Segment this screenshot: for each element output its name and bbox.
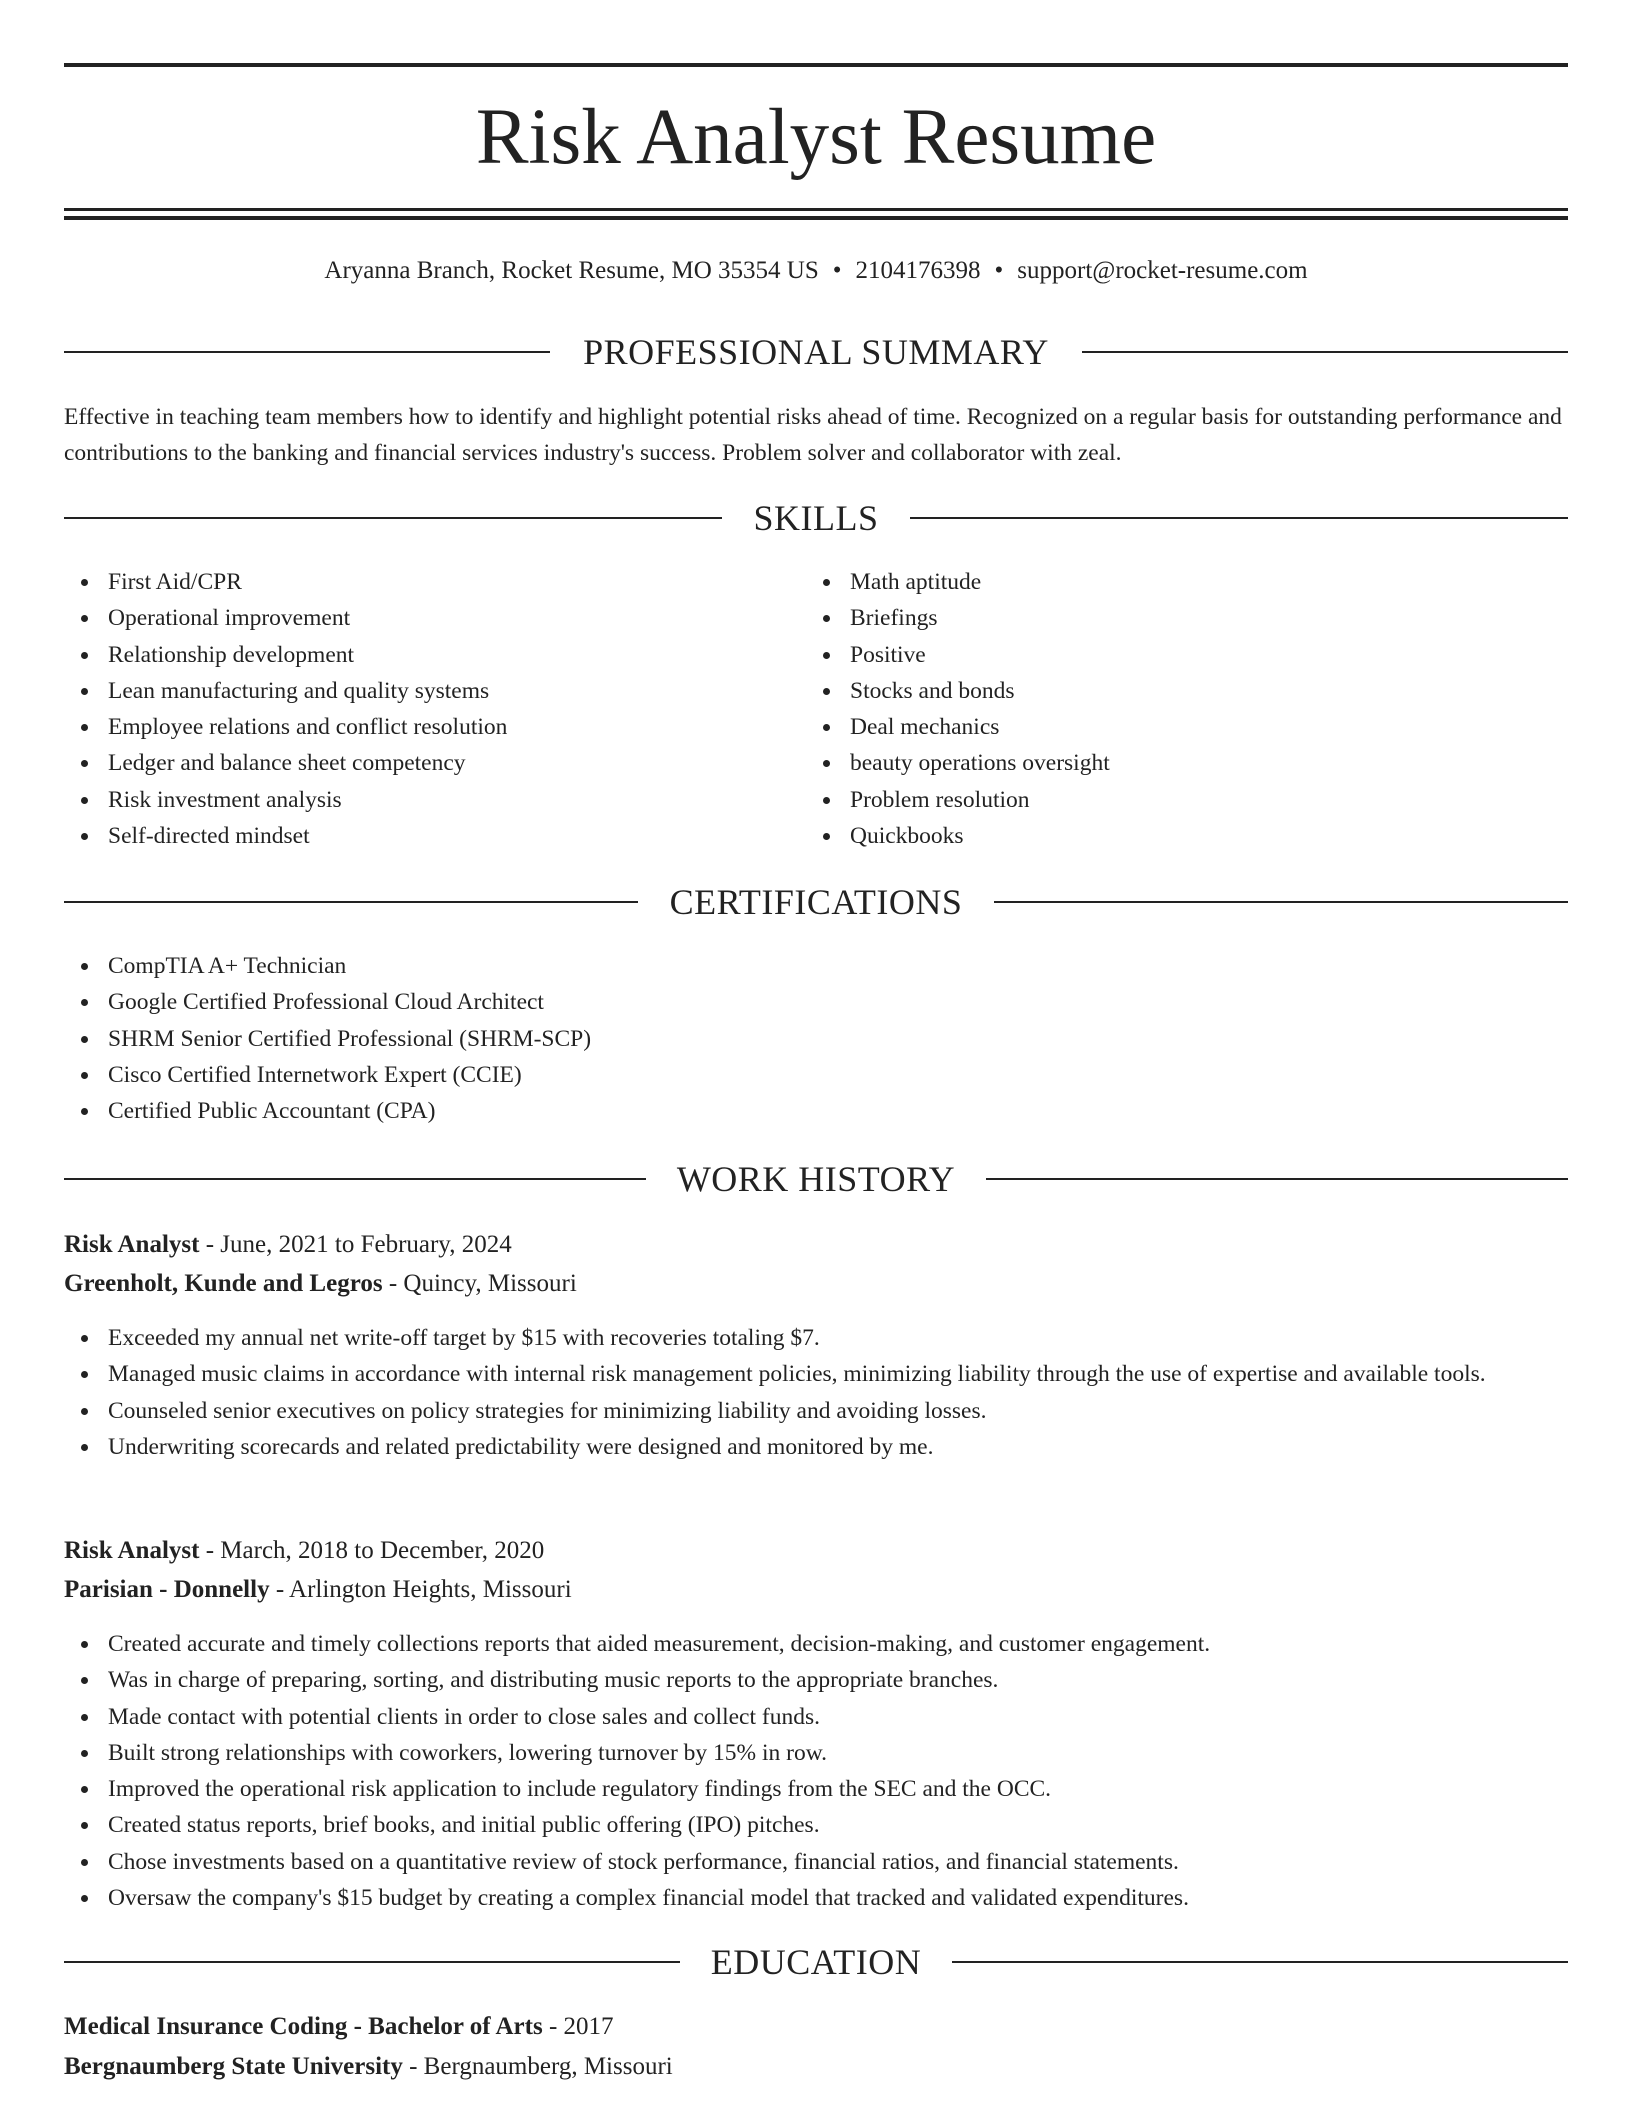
work-history-heading — [64, 1157, 1568, 1201]
list-item: Underwriting scorecards and related predictability were designed and monitored by me. — [108, 1429, 1568, 1465]
top-rule — [64, 63, 1568, 67]
list-item: Certified Public Accountant (CPA) — [108, 1093, 591, 1129]
list-item: Counseled senior executives on policy strategies for minimizing liability and avoiding losses. — [108, 1393, 1568, 1429]
job-title-line — [64, 1532, 544, 1570]
title-rule-upper — [64, 208, 1568, 211]
education-heading — [64, 1940, 1568, 1984]
certifications-list — [64, 948, 591, 1129]
skills-heading — [64, 496, 1568, 540]
job-bullets — [64, 1626, 1568, 1916]
contact-address: Aryanna Branch, Rocket Resume, MO 35354 US — [324, 257, 819, 284]
page-title: Risk Analyst Resume — [475, 94, 1157, 181]
list-item: Created accurate and timely collections reports that aided measurement, decision-making, and customer engagement. — [108, 1626, 1568, 1662]
list-item: Improved the operational risk application to include regulatory findings from the SEC and the OCC. — [108, 1771, 1568, 1807]
list-item: Operational improvement — [108, 600, 507, 636]
education-degree-line — [64, 2008, 614, 2046]
list-item: Problem resolution — [850, 782, 1110, 818]
section-title: WORK HISTORY — [676, 1159, 956, 1199]
job-location: - Quincy, Missouri — [382, 1270, 577, 1297]
list-item: Oversaw the company's $15 budget by creating a complex financial model that tracked and validated expenditures. — [108, 1880, 1568, 1916]
contact-separator: • — [832, 257, 842, 284]
job-bullets — [64, 1320, 1568, 1465]
list-item: Employee relations and conflict resolution — [108, 709, 507, 745]
list-item: Built strong relationships with coworkers, lowering turnover by 15% in row. — [108, 1735, 1568, 1771]
contact-email: support@rocket-resume.com — [1017, 257, 1308, 284]
section-title: EDUCATION — [710, 1942, 922, 1982]
education-location: - Bergnaumberg, Missouri — [402, 2053, 673, 2080]
job-dates: - June, 2021 to February, 2024 — [199, 1231, 512, 1258]
list-item: Deal mechanics — [850, 709, 1110, 745]
list-item: Relationship development — [108, 637, 507, 673]
contact-phone: 2104176398 — [855, 257, 981, 284]
list-item: Made contact with potential clients in order to close sales and collect funds. — [108, 1699, 1568, 1735]
list-item: beauty operations oversight — [850, 745, 1110, 781]
section-title: CERTIFICATIONS — [669, 882, 963, 922]
job-title: Risk Analyst — [64, 1537, 200, 1564]
education-degree: Medical Insurance Coding - Bachelor of Arts — [64, 2013, 543, 2040]
list-item: Chose investments based on a quantitative review of stock performance, financial ratios, and financial statements. — [108, 1844, 1568, 1880]
list-item: Stocks and bonds — [850, 673, 1110, 709]
job-company: Greenholt, Kunde and Legros — [64, 1270, 383, 1297]
list-item: Briefings — [850, 600, 1110, 636]
summary-text: Effective in teaching team members how to identify and highlight potential risks ahead of time. Recognized on a regular basis for outstanding performance and contributions to the banking and financial services industry's success. Problem solver and collaborator with zeal. — [64, 404, 1562, 466]
skills-list-right — [806, 564, 1110, 854]
list-item: Managed music claims in accordance with internal risk management policies, minimizing liability through the use of expertise and available tools. — [108, 1356, 1568, 1392]
education-year: - 2017 — [542, 2013, 614, 2040]
list-item: Exceeded my annual net write-off target by $15 with recoveries totaling $7. — [108, 1320, 1568, 1356]
education-school-line — [64, 2048, 673, 2086]
list-item: Google Certified Professional Cloud Architect — [108, 984, 591, 1020]
section-title: PROFESSIONAL SUMMARY — [583, 332, 1049, 372]
list-item: Lean manufacturing and quality systems — [108, 673, 507, 709]
job-company-line — [64, 1265, 577, 1303]
list-item: Quickbooks — [850, 818, 1110, 854]
title-rule-lower — [64, 216, 1568, 220]
list-item: Cisco Certified Internetwork Expert (CCIE) — [108, 1057, 591, 1093]
job-company-line — [64, 1571, 572, 1609]
list-item: SHRM Senior Certified Professional (SHRM-SCP) — [108, 1021, 591, 1057]
list-item: Math aptitude — [850, 564, 1110, 600]
summary-heading — [64, 330, 1568, 374]
job-company: Parisian - Donnelly — [64, 1576, 270, 1603]
list-item: First Aid/CPR — [108, 564, 507, 600]
job-title: Risk Analyst — [64, 1231, 200, 1258]
list-item: Risk investment analysis — [108, 782, 507, 818]
job-dates: - March, 2018 to December, 2020 — [199, 1537, 545, 1564]
section-title: SKILLS — [753, 498, 879, 538]
list-item: Created status reports, brief books, and initial public offering (IPO) pitches. — [108, 1807, 1568, 1843]
contact-line — [64, 255, 1568, 287]
list-item: Self-directed mindset — [108, 818, 507, 854]
contact-separator: • — [994, 257, 1004, 284]
education-school: Bergnaumberg State University — [64, 2053, 403, 2080]
job-title-line — [64, 1226, 512, 1264]
list-item: CompTIA A+ Technician — [108, 948, 591, 984]
skills-list-left — [64, 564, 507, 854]
job-location: - Arlington Heights, Missouri — [269, 1576, 572, 1603]
list-item: Was in charge of preparing, sorting, and distributing music reports to the appropriate branches. — [108, 1662, 1568, 1698]
list-item: Positive — [850, 637, 1110, 673]
certifications-heading — [64, 880, 1568, 924]
list-item: Ledger and balance sheet competency — [108, 745, 507, 781]
